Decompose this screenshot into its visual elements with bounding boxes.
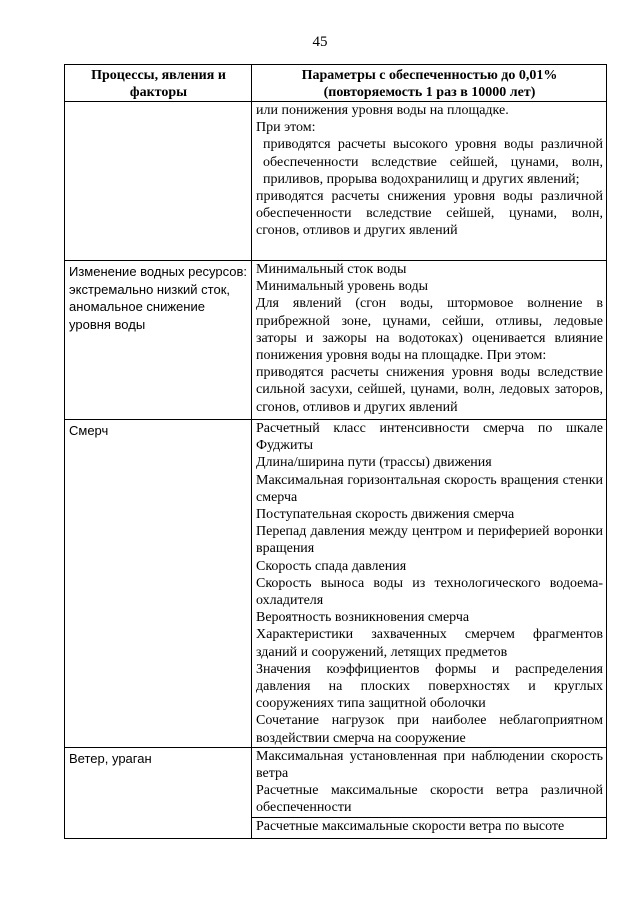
table-row bbox=[65, 747, 607, 838]
factor-cell: Смерч bbox=[65, 420, 252, 748]
parameter-item: или понижения уровня воды на площадке. bbox=[256, 103, 509, 118]
table-row bbox=[65, 261, 607, 420]
parameter-item: приводятся расчеты снижения уровня воды различной обеспеченности вследствие сейшей, цунами, волн, сгонов, отливов и других явлений bbox=[256, 189, 603, 239]
parameters-table bbox=[64, 64, 607, 839]
parameters-cell bbox=[252, 420, 607, 748]
parameter-item: Расчетные максимальные скорости ветра по высоте bbox=[256, 818, 565, 834]
page-number: 45 bbox=[312, 34, 328, 50]
factor-cell: Изменение водных ресурсов: экстремально низкий сток, аномальное снижение уровня воды bbox=[65, 261, 252, 420]
factor-cell bbox=[65, 102, 252, 261]
parameter-item: Расчетные максимальные скорости ветра различной обеспеченности bbox=[252, 782, 606, 817]
table-row bbox=[65, 102, 607, 261]
factor-cell: Ветер, ураган bbox=[65, 747, 252, 838]
parameters-cell bbox=[252, 102, 607, 261]
parameter-item: Перепад давления между центром и периферией воронки вращения bbox=[256, 524, 603, 557]
parameters-cell bbox=[252, 747, 607, 838]
table-row bbox=[65, 420, 607, 748]
header-parameters: Параметры с обеспеченностью до 0,01% (повторяемость 1 раз в 10000 лет) bbox=[252, 65, 607, 102]
parameters-cell bbox=[252, 261, 607, 420]
parameter-item: Расчетный класс интенсивности смерча по шкале Фуджиты bbox=[256, 421, 603, 454]
parameter-item: Максимальная установленная при наблюдении скорость ветра bbox=[256, 748, 603, 782]
parameter-item: Минимальный уровень воды bbox=[256, 279, 429, 295]
parameter-item: Характеристики захваченных смерчем фрагментов зданий и сооружений, летящих предметов bbox=[256, 627, 603, 660]
parameter-item: приводятся расчеты снижения уровня воды вследствие сильной засухи, сейшей, цунами, волн, ледовых заторов, сгонов, отливов и других явлений bbox=[256, 365, 603, 415]
parameter-item: Скорость спада давления bbox=[256, 558, 407, 574]
parameter-item: Максимальная горизонтальная скорость вращения стенки смерча bbox=[256, 472, 603, 505]
parameter-item: Для явлений (сгон воды, штормовое волнение в прибрежной зоне, цунами, сейши, отливы, ледовые заторы и зажоры на водотоках) оценивается влияние понижения уровня воды на площадке. При этом: bbox=[256, 296, 603, 364]
parameter-item: Скорость выноса воды из технологического водоема-охладителя bbox=[256, 575, 603, 609]
parameter-item: Поступательная скорость движения смерча bbox=[256, 507, 515, 523]
parameter-item: приводятся расчеты высокого уровня воды различной обеспеченности вследствие сейшей, цунами, волн, приливов, прорыва водохранилищ и других явлений; bbox=[263, 137, 603, 187]
table-header-row bbox=[65, 65, 607, 102]
header-processes: Процессы, явления и факторы bbox=[65, 65, 252, 102]
parameter-item: Минимальный сток воды bbox=[256, 262, 407, 277]
parameter-item: Значения коэффициентов формы и распределения давления на плоских поверхностях и круглых сооружениях типа защитной оболочки bbox=[256, 661, 603, 712]
parameter-item: При этом: bbox=[256, 120, 316, 136]
parameter-item: Вероятность возникновения смерча bbox=[256, 610, 470, 626]
parameter-item: Сочетание нагрузок при наиболее неблагоприятном воздействии смерча на сооружение bbox=[256, 713, 603, 746]
parameter-item: Длина/ширина пути (трассы) движения bbox=[256, 455, 492, 471]
